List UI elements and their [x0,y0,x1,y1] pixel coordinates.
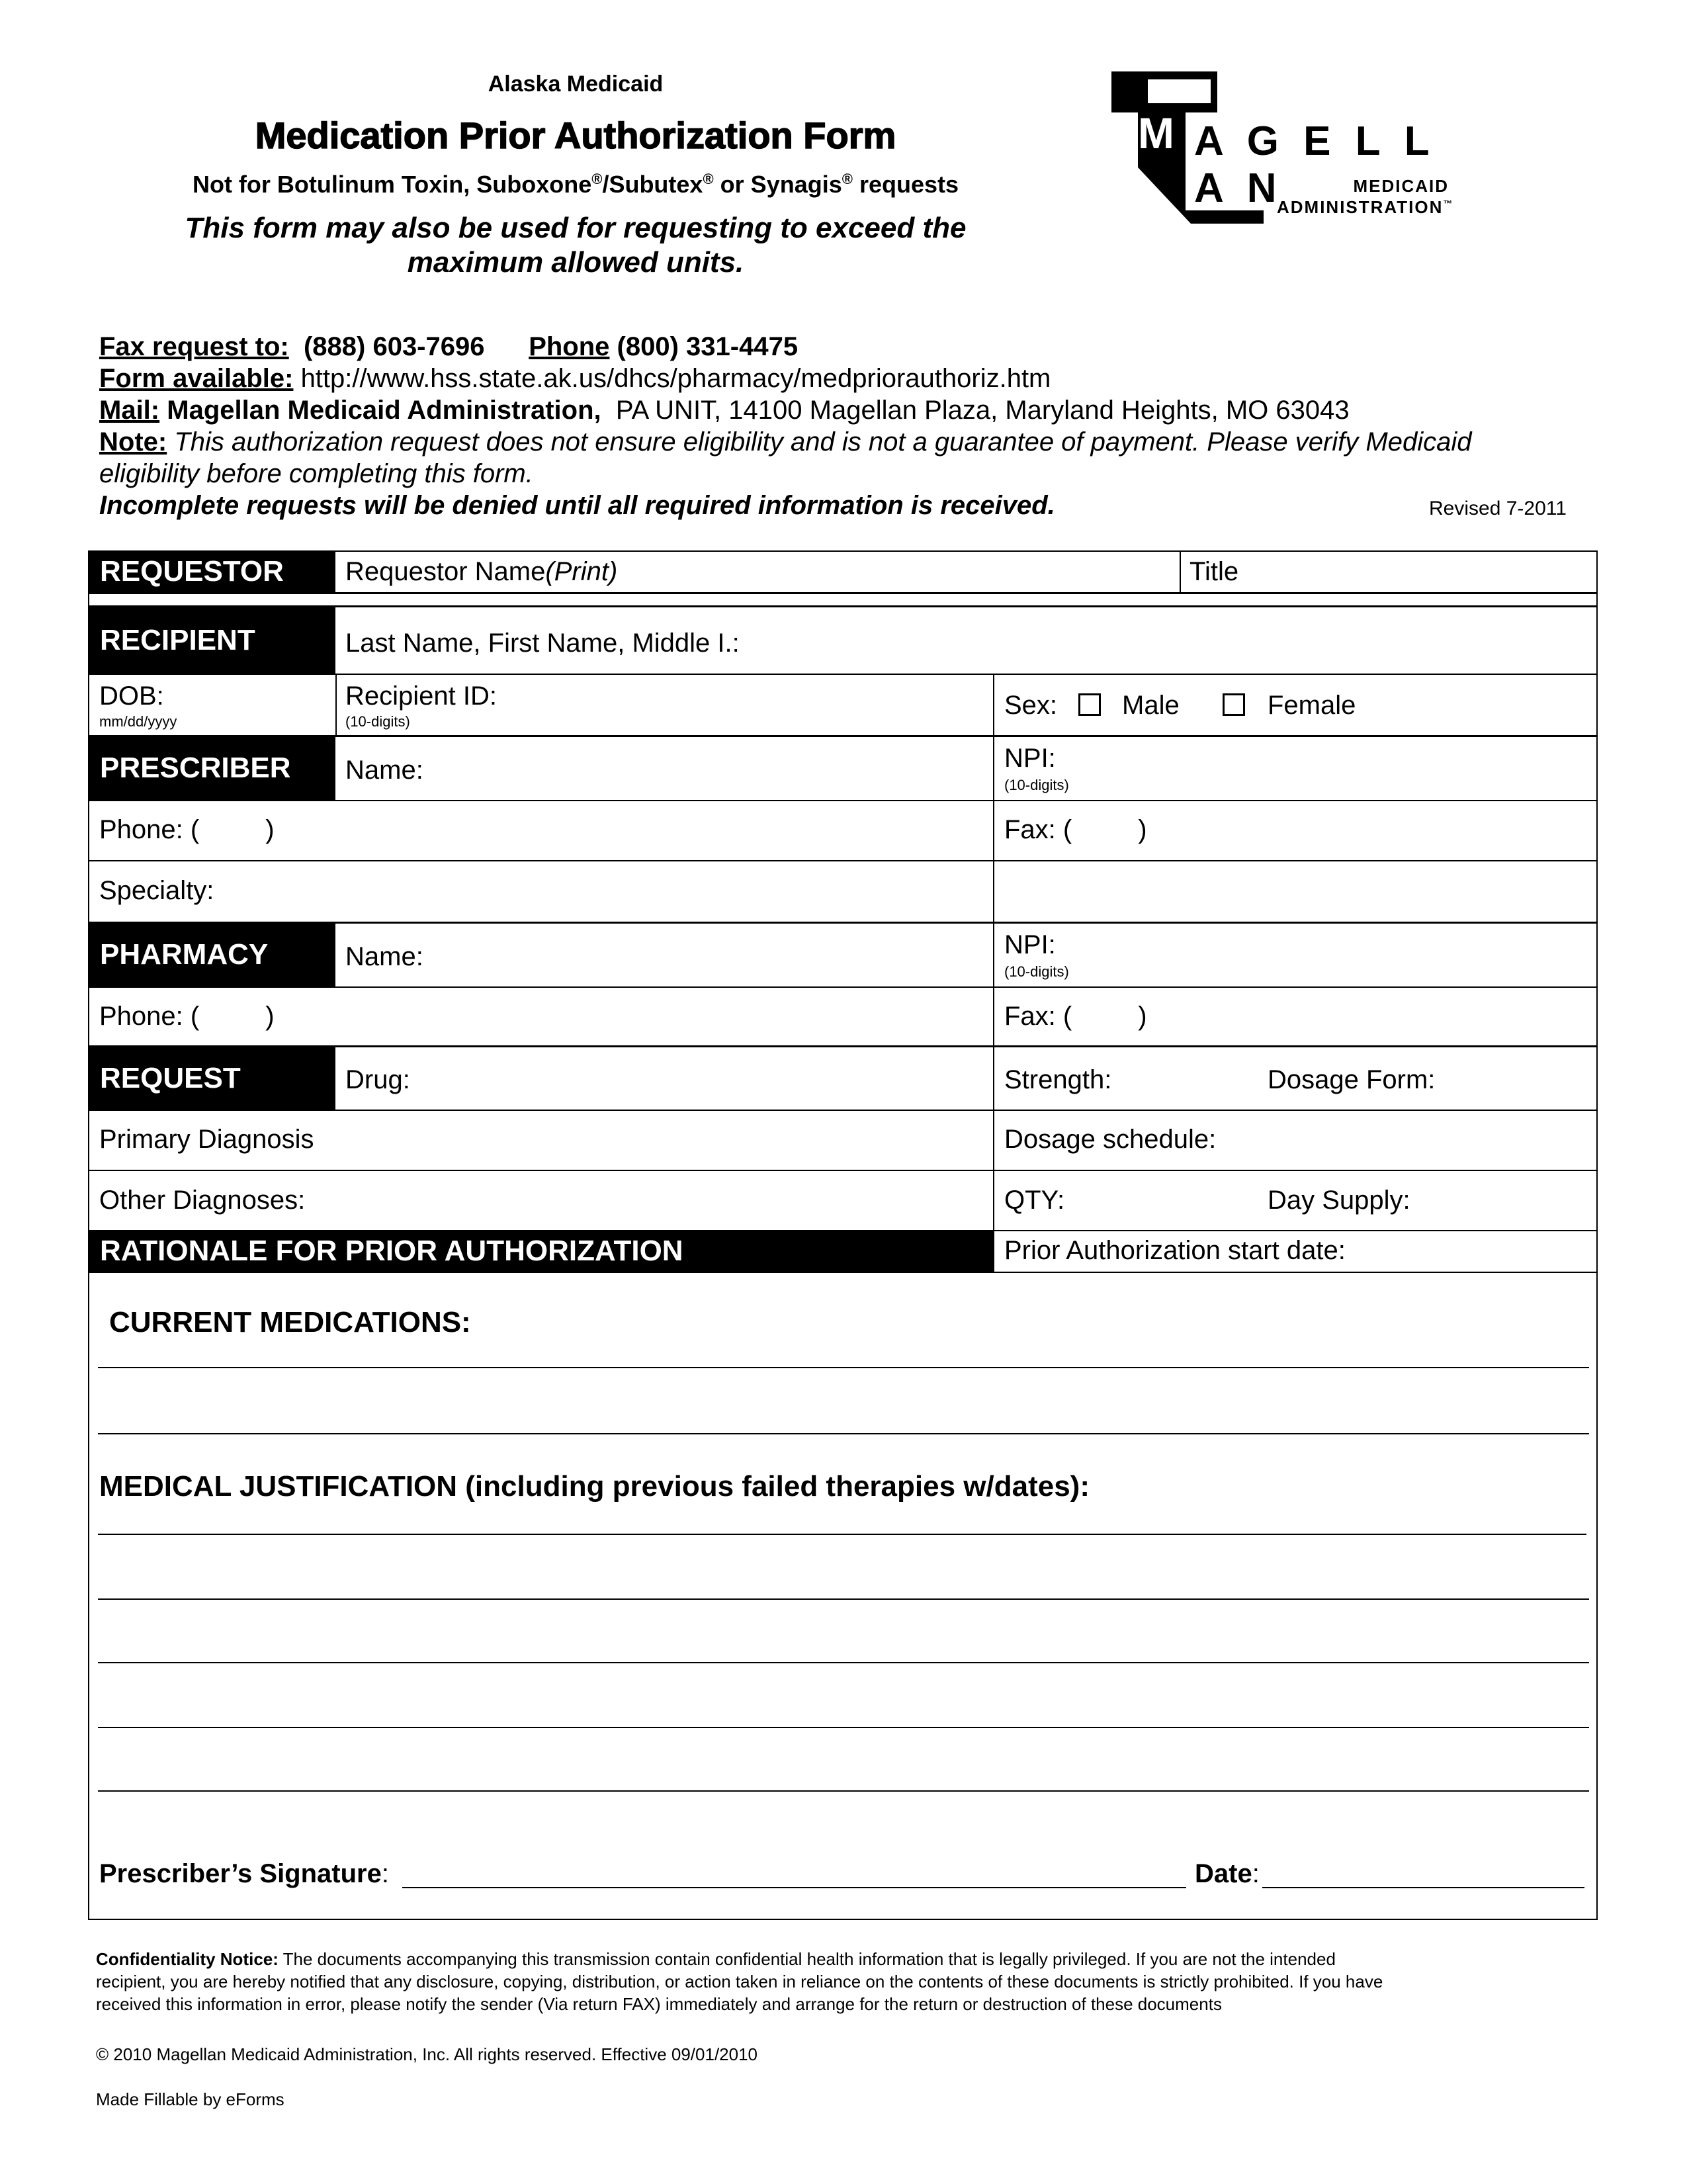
fax-label: Fax request to: [99,332,289,361]
recipient-section-header: RECIPIENT [88,607,335,674]
recipient-id-field[interactable]: Recipient ID: [345,681,497,711]
prescriber-phone-field[interactable] [99,815,275,845]
note-text-1: This authorization request does not ensure eligibility and is not a guarantee of payment. Please verify Medicaid [174,427,1472,457]
current-medications-label: CURRENT MEDICATIONS: [109,1306,471,1338]
prescriber-signature-label: Prescriber’s Signature [99,1859,382,1888]
dosage-schedule-field[interactable]: Dosage schedule: [1004,1125,1217,1154]
justification-line-3[interactable] [98,1662,1589,1663]
requestor-name-field[interactable] [345,557,617,587]
day-supply-field[interactable]: Day Supply: [1268,1186,1410,1215]
prescriber-specialty-field[interactable]: Specialty: [99,876,214,905]
justification-line-4[interactable] [98,1727,1589,1728]
requestor-name-hint: (Print) [545,557,618,586]
pharmacy-phone-label: Phone: ( [99,1002,200,1031]
requestor-name-label: Requestor Name [345,557,546,586]
logo-wordmark: A G E L L A N [1194,118,1436,211]
fax-line [99,332,798,362]
signature-date-label: Date [1195,1859,1252,1888]
confidentiality-line-1: The documents accompanying this transmission contain confidential health information that is legally privileged. If you are not the intended [278,1949,1336,1969]
pharmacy-npi-field[interactable]: NPI: [1004,930,1056,959]
not-for-mid: /Subutex [602,171,703,198]
pharmacy-phone-close: ) [265,1002,275,1031]
prescriber-fax-close: ) [1138,815,1147,844]
prescriber-signature-row [99,1859,389,1889]
justification-line-5[interactable] [98,1790,1589,1792]
registered-mark: ® [703,171,714,187]
dob-field[interactable]: DOB: [99,681,164,711]
note-label: Note: [99,427,167,457]
prescriber-npi-hint: (10-digits) [1004,777,1069,793]
dob-hint: mm/dd/yyyy [99,713,177,730]
not-for-notice [93,171,1059,198]
mail-address: PA UNIT, 14100 Magellan Plaza, Maryland Heights, MO 63043 [615,396,1350,425]
not-for-suffix: requests [852,171,959,198]
logo-line-2 [1277,197,1454,218]
form-available-url[interactable]: http://www.hss.state.ak.us/dhcs/pharmacy/medpriorauthoriz.htm [300,364,1051,393]
magellan-logo [1111,71,1469,230]
requestor-section-header: REQUESTOR [88,550,335,593]
current-medications-line-1[interactable] [98,1367,1589,1368]
mail-line [99,396,1350,425]
medical-justification-label: MEDICAL JUSTIFICATION (including previous failed therapies w/dates): [99,1470,1090,1503]
phone-number: (800) 331-4475 [617,332,799,361]
dosage-form-field[interactable]: Dosage Form: [1268,1065,1436,1094]
prescriber-signature-line[interactable] [402,1887,1186,1888]
fax-number: (888) 603-7696 [303,332,485,361]
current-medications-line-2[interactable] [98,1433,1589,1434]
request-section-header: REQUEST [88,1047,335,1110]
prescriber-phone-close: ) [265,815,275,844]
registered-mark: ® [591,171,603,187]
confidentiality-line-3: received this information in error, please notify the sender (Via return FAX) immediately and arrange for the return or destruction of these documents [96,1994,1222,2014]
pa-start-date-field[interactable]: Prior Authorization start date: [1004,1236,1346,1265]
made-fillable: Made Fillable by eForms [96,2089,284,2109]
recipient-name-field[interactable]: Last Name, First Name, Middle I.: [345,629,740,658]
logo-tm: ™ [1443,198,1454,209]
date-row [1195,1859,1260,1889]
sex-male-label: Male [1122,691,1180,720]
subtitle-line-1: This form may also be used for requesting to exceed the [185,212,967,244]
requestor-title-field[interactable]: Title [1190,557,1239,586]
logo-line-1: MEDICAID [1353,176,1449,196]
qty-field[interactable]: QTY: [1004,1186,1065,1215]
strength-field[interactable]: Strength: [1004,1065,1112,1094]
pharmacy-section-header: PHARMACY [88,923,335,986]
sex-male-checkbox[interactable] [1078,693,1101,716]
prescriber-signature-colon: : [381,1859,389,1888]
prescriber-section-header: PRESCRIBER [88,736,335,800]
signature-date-colon: : [1252,1859,1260,1888]
prescriber-phone-label: Phone: ( [99,815,200,844]
logo-letter-m: M [1138,109,1174,157]
pharmacy-fax-close: ) [1138,1002,1147,1031]
confidentiality-notice [96,1948,1604,2015]
incomplete-notice: Incomplete requests will be denied until all required information is received. [99,491,1055,520]
phone-label: Phone [529,332,610,361]
program-name: Alaska Medicaid [488,71,664,97]
confidentiality-label: Confidentiality Notice: [96,1949,279,1969]
form-available-line [99,364,1051,394]
prescriber-fax-label: Fax: ( [1004,815,1072,844]
rationale-section-header: RATIONALE FOR PRIOR AUTHORIZATION [88,1231,993,1272]
pharmacy-npi-hint: (10-digits) [1004,963,1069,980]
prescriber-name-field[interactable]: Name: [345,756,423,785]
primary-diagnosis-field[interactable]: Primary Diagnosis [99,1125,314,1154]
logo-line-2-text: ADMINISTRATION [1277,197,1444,217]
pharmacy-phone-field[interactable] [99,1002,275,1031]
pharmacy-fax-field[interactable] [1004,1002,1147,1031]
mail-label: Mail: [99,396,160,425]
registered-mark: ® [842,171,853,187]
copyright: © 2010 Magellan Medicaid Administration, Inc. All rights reserved. Effective 09/01/2010 [96,2044,758,2064]
subtitle-line-2: maximum allowed units. [407,246,744,279]
revised-date: Revised 7-2011 [1429,498,1567,519]
recipient-id-hint: (10-digits) [345,713,410,730]
sex-female-checkbox[interactable] [1223,693,1245,716]
note-line [99,427,1471,457]
form-title: Medication Prior Authorization Form [255,114,896,156]
confidentiality-line-2: recipient, you are hereby notified that any disclosure, copying, distribution, or action taken in reliance on the contents of these documents is strictly prohibited. If you have [96,1972,1383,1991]
pharmacy-name-field[interactable]: Name: [345,942,423,971]
note-text-2: eligibility before completing this form. [99,459,533,488]
prescriber-npi-field[interactable]: NPI: [1004,744,1056,773]
prescriber-fax-field[interactable] [1004,815,1147,845]
pharmacy-fax-label: Fax: ( [1004,1002,1072,1031]
justification-line-1[interactable] [98,1534,1586,1535]
mail-org: Magellan Medicaid Administration, [167,396,601,425]
justification-line-2[interactable] [98,1598,1589,1600]
sex-label: Sex: [1004,691,1058,720]
not-for-mid2: or Synagis [713,171,842,198]
not-for-prefix: Not for Botulinum Toxin, Suboxone [192,171,592,198]
other-diagnoses-field[interactable]: Other Diagnoses: [99,1186,306,1215]
sex-female-label: Female [1268,691,1356,720]
drug-field[interactable]: Drug: [345,1065,410,1094]
signature-date-line[interactable] [1262,1887,1584,1888]
form-available-label: Form available: [99,364,294,393]
